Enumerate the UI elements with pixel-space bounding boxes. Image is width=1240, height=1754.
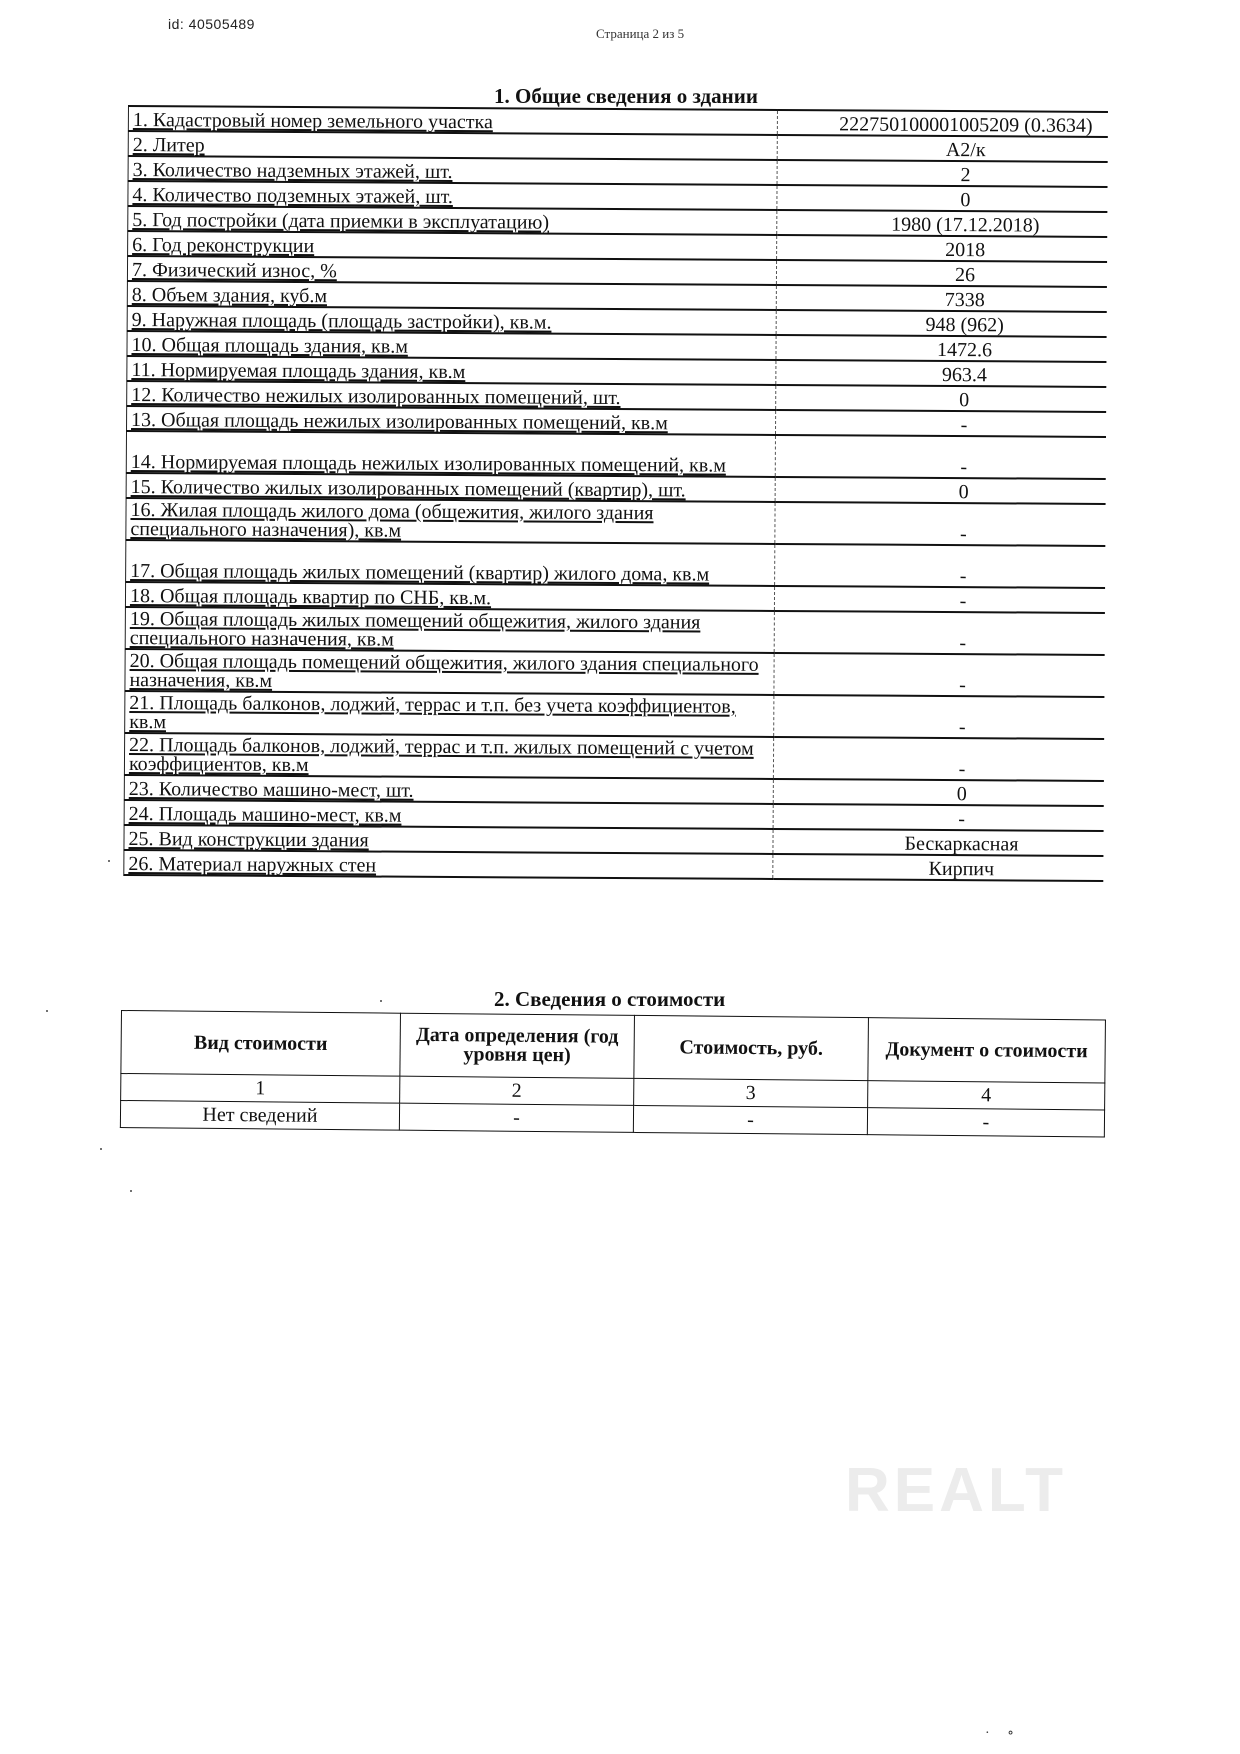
row-label: 21. Площадь балконов, лоджий, террас и т.п. без учета коэффициентов, кв.м (125, 691, 774, 737)
row-label: 26. Материал наружных стен (124, 850, 773, 879)
row-value: 0 (777, 185, 1108, 212)
table-header-row (121, 1011, 1106, 1083)
row-value: 948 (962) (776, 310, 1107, 337)
row-value: - (775, 502, 1106, 546)
cell: - (633, 1105, 867, 1134)
row-label: 7. Физический износ, % (127, 256, 776, 285)
scan-speck (130, 1190, 132, 1192)
cell: - (867, 1108, 1104, 1137)
row-label: 19. Общая площадь жилых помещений общежития, жилого здания специального назначения, кв.м (125, 607, 774, 653)
row-value: А2/к (777, 135, 1108, 162)
page-number: Страница 2 из 5 (596, 26, 685, 41)
document-id: id: 40505489 (168, 16, 255, 32)
row-value: 963.4 (776, 360, 1107, 387)
row-label: 20. Общая площадь помещений общежития, жилого здания специального назначения, кв.м (125, 649, 774, 695)
row-label: 25. Вид конструкции здания (124, 825, 773, 854)
row-label: 23. Количество машино-мест, шт. (124, 775, 773, 804)
row-label: 6. Год реконструкции (128, 231, 777, 260)
row-label: 15. Количество жилых изолированных помещений (квартир), шт. (126, 473, 775, 502)
column-number: 1 (121, 1074, 400, 1104)
scan-speck (108, 860, 110, 862)
row-label: 10. Общая площадь здания, кв.м (127, 331, 776, 360)
row-value: - (774, 653, 1105, 697)
scan-speck (100, 1148, 102, 1150)
section-1-title: 1. Общие сведения о здании (494, 84, 758, 108)
row-label: 16. Жилая площадь жилого дома (общежития, жилого здания специального назначения), кв.м (126, 498, 775, 544)
row-value: - (775, 435, 1106, 479)
row-label: 11. Нормируемая площадь здания, кв.м (127, 356, 776, 385)
building-info-table (123, 105, 1108, 882)
row-label: 24. Площадь машино-мест, кв.м (124, 800, 773, 829)
row-value: 2 (777, 160, 1108, 187)
column-number: 3 (634, 1078, 868, 1107)
row-label: 8. Объем здания, куб.м (127, 281, 776, 310)
row-value: 7338 (776, 285, 1107, 312)
row-label: 1. Кадастровый номер земельного участка (128, 106, 777, 135)
row-label: 14. Нормируемая площадь нежилых изолированных помещений, кв.м (126, 431, 775, 477)
row-label: 9. Наружная площадь (площадь застройки), кв.м. (127, 306, 776, 335)
row-label: 17. Общая площадь жилых помещений (квартир) жилого дома, кв.м (126, 540, 775, 586)
row-label: 12. Количество нежилых изолированных помещений, шт. (127, 381, 776, 410)
row-value: 2018 (777, 235, 1108, 262)
row-label: 13. Общая площадь нежилых изолированных помещений, кв.м (127, 406, 776, 435)
column-header: Вид стоимости (121, 1011, 401, 1077)
row-value: 0 (775, 477, 1106, 504)
row-label: 3. Количество надземных этажей, шт. (128, 156, 777, 185)
row-label: 18. Общая площадь квартир по СНБ, кв.м. (125, 582, 774, 611)
row-value: - (773, 737, 1104, 781)
row-value: - (774, 695, 1105, 739)
row-label: 4. Количество подземных этажей, шт. (128, 181, 777, 210)
table-row (126, 498, 1106, 546)
column-number: 4 (868, 1081, 1105, 1110)
row-value: - (775, 544, 1106, 588)
table-row (125, 649, 1105, 697)
cell: - (399, 1103, 633, 1132)
column-header: Стоимость, руб. (634, 1015, 869, 1080)
row-value: 222750100001005209 (0.3634) (777, 110, 1108, 137)
row-value: 0 (773, 779, 1104, 806)
table-row (125, 607, 1105, 655)
table-row (125, 691, 1105, 739)
table-row (124, 733, 1104, 781)
row-value: - (773, 804, 1104, 831)
column-header: Дата определения (год уровня цен) (400, 1013, 635, 1078)
scan-speck (46, 1010, 48, 1012)
row-label: 2. Литер (128, 131, 777, 160)
row-value: 1980 (17.12.2018) (777, 210, 1108, 237)
column-header: Документ о стоимости (868, 1018, 1106, 1083)
scan-speck (380, 1000, 382, 1002)
row-value: Бескаркасная (773, 829, 1104, 856)
row-value: - (774, 586, 1105, 613)
cost-info-table (120, 1010, 1106, 1137)
row-value: - (775, 410, 1106, 437)
row-label: 5. Год постройки (дата приемки в эксплуатацию) (128, 206, 777, 235)
row-value: 0 (776, 385, 1107, 412)
cell: Нет сведений (120, 1101, 399, 1131)
realt-watermark-logo: REALT (845, 1456, 1068, 1525)
section-2-title: 2. Сведения о стоимости (494, 987, 726, 1011)
scan-mark: · ∘ (985, 1726, 1015, 1741)
row-value: Кирпич (773, 854, 1104, 881)
row-value: - (774, 611, 1105, 655)
row-label: 22. Площадь балконов, лоджий, террас и т.п. жилых помещений с учетом коэффициентов, кв.м (124, 733, 773, 779)
table-row (126, 540, 1106, 588)
row-value: 26 (776, 260, 1107, 287)
column-number: 2 (400, 1076, 634, 1105)
table-row (126, 431, 1106, 479)
row-value: 1472.6 (776, 335, 1107, 362)
